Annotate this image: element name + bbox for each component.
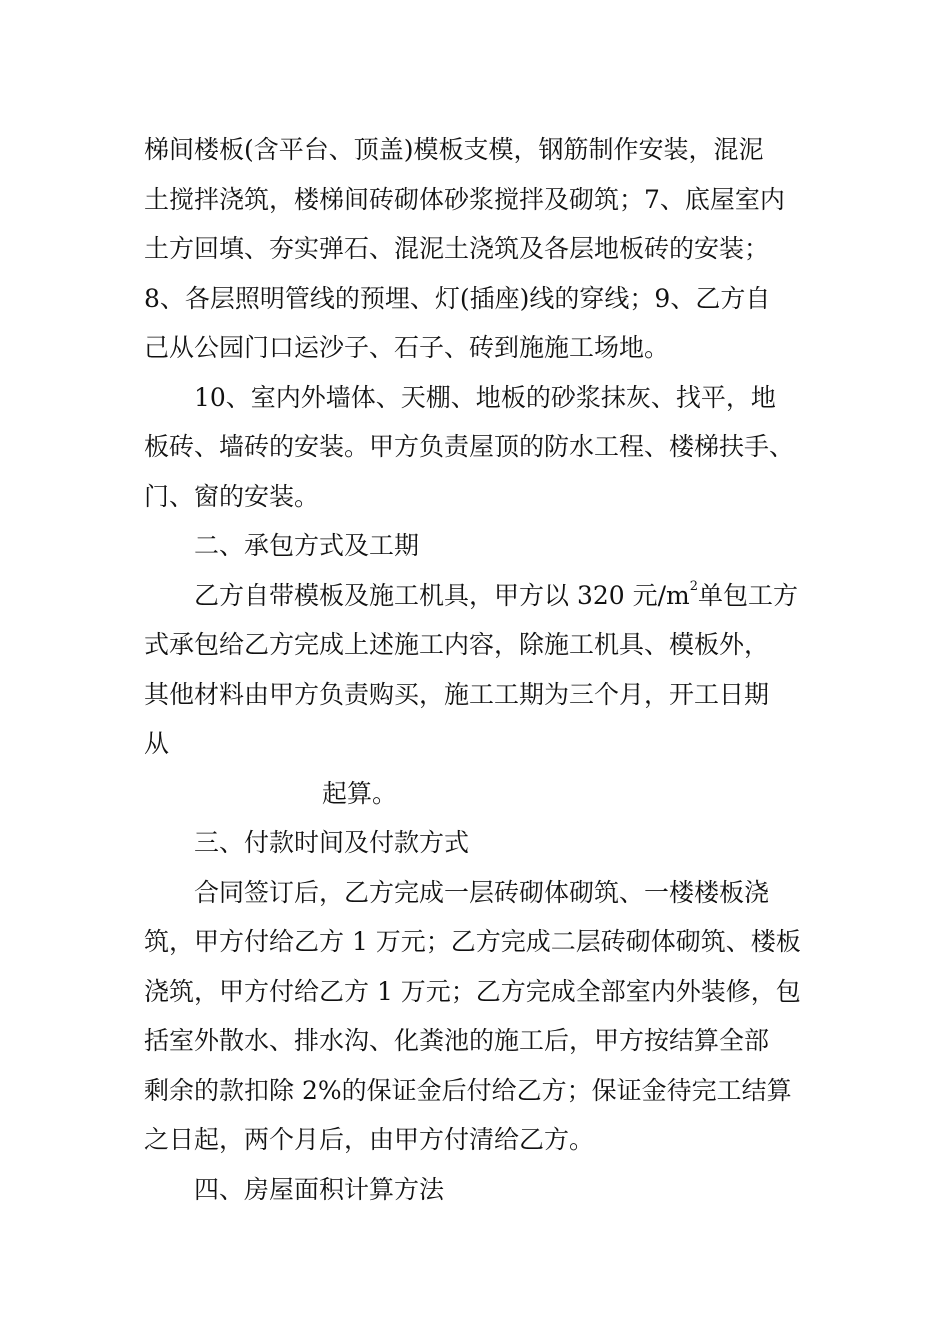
- text-line: 括室外散水、排水沟、化粪池的施工后，甲方按结算全部: [144, 1026, 770, 1055]
- text-line: 合同签订后，乙方完成一层砖砌体砌筑、一楼楼板浇: [194, 877, 770, 907]
- document-body: [144, 125, 824, 1214]
- text-line: 起算。: [322, 778, 398, 808]
- text-line: 板砖、墙砖的安装。甲方负责屋顶的防水工程、楼梯扶手、: [144, 432, 795, 461]
- section-heading: 二、承包方式及工期: [194, 531, 420, 560]
- text-line: 土方回填、夯实弹石、混泥土浇筑及各层地板砖的安装；: [144, 234, 770, 263]
- section-heading: 三、付款时间及付款方式: [194, 828, 470, 857]
- text-line: [144, 571, 824, 621]
- text-line: 剩余的款扣除 2%的保证金后付给乙方；保证金待完工结算: [144, 1075, 792, 1105]
- text-line: 8、各层照明管线的预埋、灯(插座)线的穿线；9、乙方自: [144, 283, 771, 313]
- text-line: 门、窗的安装。: [144, 481, 320, 511]
- text-line: 从: [144, 729, 170, 758]
- text-line: 式承包给乙方完成上述施工内容，除施工机具、模板外，: [144, 630, 770, 659]
- text-line: 筑，甲方付给乙方 1 万元；乙方完成二层砖砌体砌筑、楼板: [144, 927, 801, 956]
- text-segment: 乙方自带模板及施工机具，甲方以 320 元/m: [194, 580, 690, 610]
- text-line: 其他材料由甲方负责购买，施工工期为三个月，开工日期: [144, 679, 770, 709]
- superscript: 2: [689, 579, 699, 595]
- text-line: 梯间楼板(含平台、顶盖)模板支模，钢筋制作安装，混泥: [144, 135, 764, 164]
- text-line: 10、室内外墙体、天棚、地板的砂浆抹灰、找平，地: [194, 382, 776, 412]
- text-segment: 单包工方: [698, 580, 799, 610]
- text-line: 之日起，两个月后，由甲方付清给乙方。: [144, 1125, 595, 1154]
- text-line: 浇筑，甲方付给乙方 1 万元；乙方完成全部室内外装修，包: [144, 976, 801, 1006]
- section-heading: 四、房屋面积计算方法: [194, 1174, 445, 1204]
- text-line: 土搅拌浇筑，楼梯间砖砌体砂浆搅拌及砌筑；7、底屋室内: [144, 184, 785, 214]
- text-line: 己从公园门口运沙子、石子、砖到施施工场地。: [144, 333, 670, 362]
